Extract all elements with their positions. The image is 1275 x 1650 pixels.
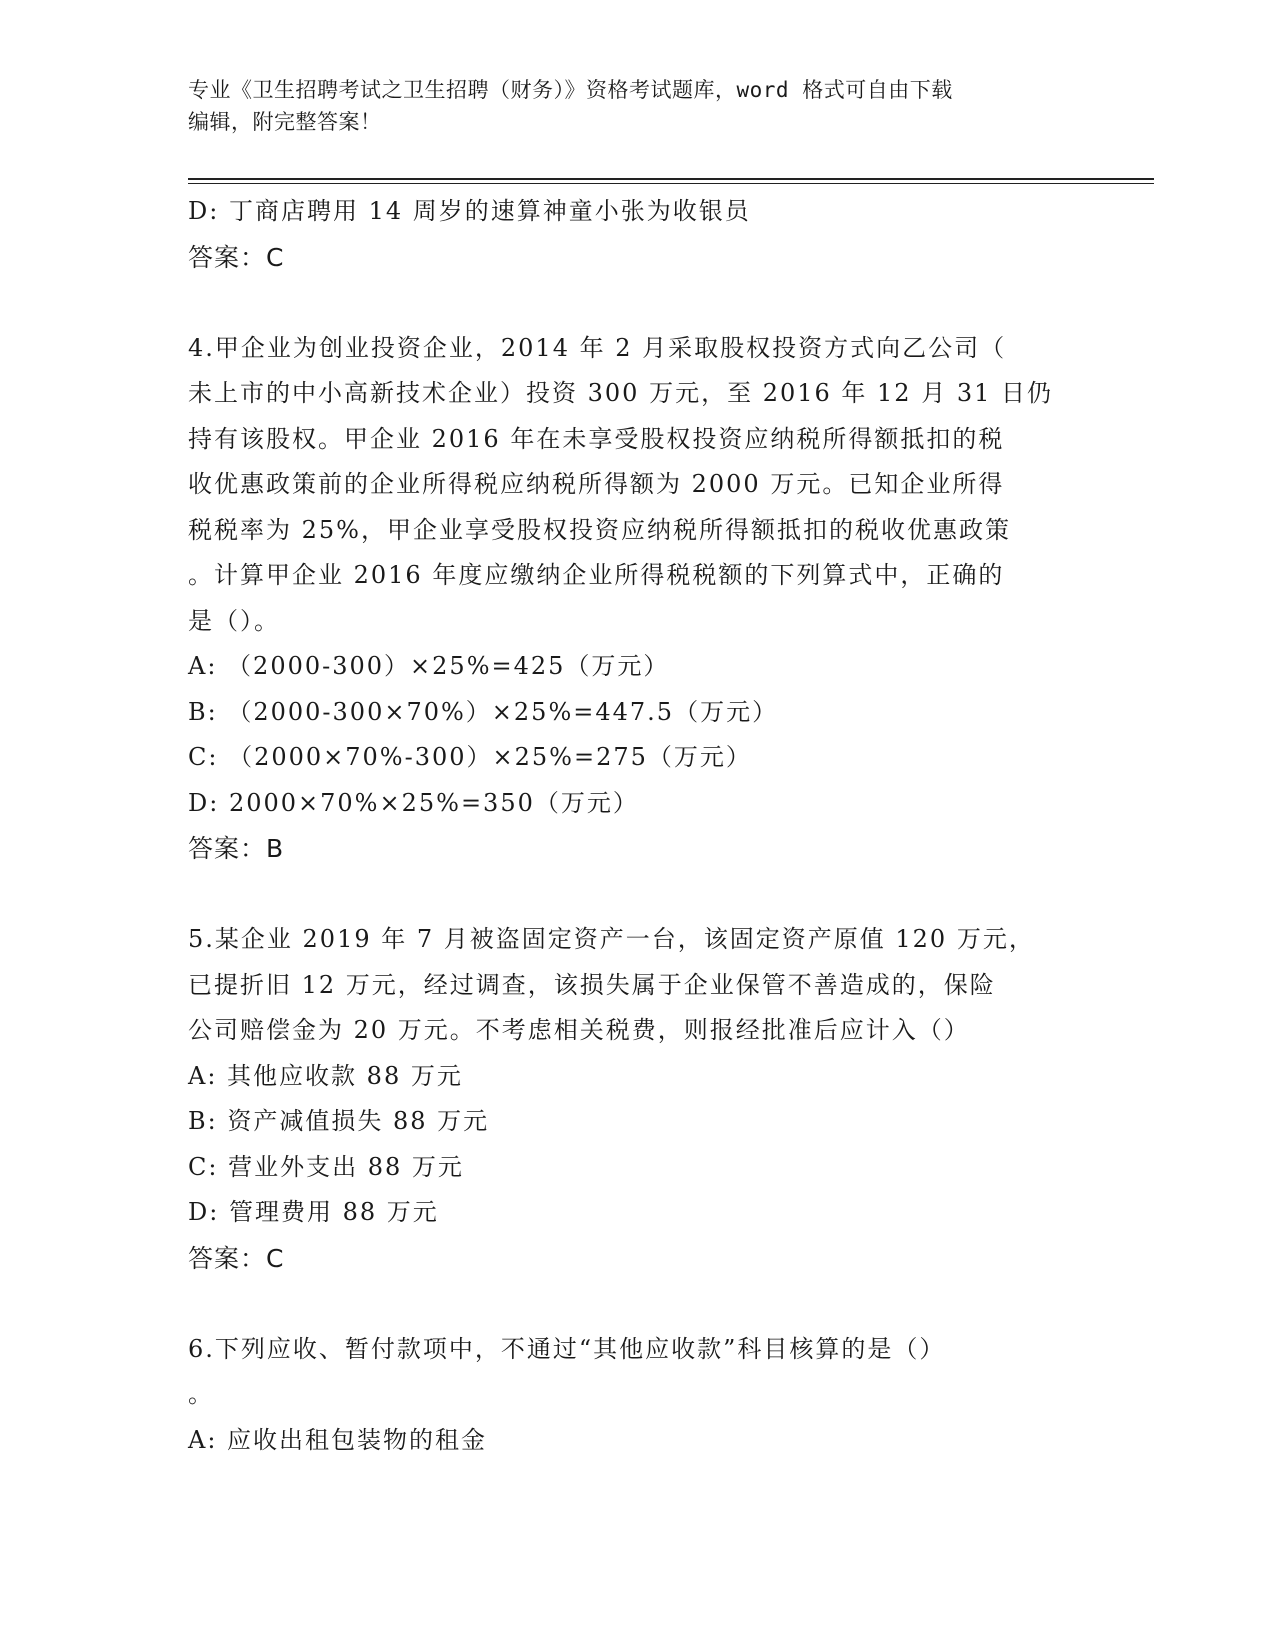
question-gap <box>188 1281 1088 1327</box>
q6-stem-line-2: 。 <box>188 1380 214 1408</box>
q4-stem-line-3: 持有该股权。甲企业 2016 年在未享受股权投资应纳税所得额抵扣的税 <box>188 424 1005 453</box>
question-6 <box>188 1327 1088 1464</box>
question-gap <box>188 872 1088 918</box>
q6-option-a: A: 应收出租包装物的租金 <box>188 1425 488 1454</box>
q4-option-d: D: 2000×70%×25%=350（万元） <box>188 788 639 817</box>
q4-stem-line-2: 未上市的中小高新技术企业）投资 300 万元，至 2016 年 12 月 31 日仍 <box>188 379 1053 407</box>
q4-answer: 答案：B <box>188 834 285 863</box>
q6-stem-line-1: 6.下列应收、暂付款项中，不通过“其他应收款”科目核算的是（） <box>188 1334 946 1363</box>
q3-answer: 答案：C <box>188 242 285 272</box>
q4-stem-line-7: 是（）。 <box>188 606 280 635</box>
question-4 <box>188 326 1088 872</box>
q4-option-b: B: （2000-300×70%）×25%=447.5（万元） <box>188 697 779 726</box>
q3-option-d: D: 丁商店聘用 14 周岁的速算神童小张为收银员 <box>188 197 751 225</box>
q5-option-c: C: 营业外支出 88 万元 <box>188 1152 464 1181</box>
q5-stem-line-1: 5.某企业 2019 年 7 月被盗固定资产一台，该固定资产原值 120 万元， <box>188 925 1035 953</box>
q4-option-a: A: （2000-300）×25%=425（万元） <box>188 652 670 680</box>
q4-stem-line-5: 税税率为 25%，甲企业享受股权投资应纳税所得额抵扣的税收优惠政策 <box>188 515 1011 544</box>
q4-option-c: C: （2000×70%-300）×25%=275（万元） <box>188 743 752 771</box>
q4-stem-line-1: 4.甲企业为创业投资企业，2014 年 2 月采取股权投资方式向乙公司（ <box>188 333 1007 362</box>
header-divider-thin <box>188 183 1154 184</box>
question-3 <box>188 189 1088 280</box>
q5-option-b: B: 资产减值损失 88 万元 <box>188 1107 490 1135</box>
q5-option-d: D: 管理费用 88 万元 <box>188 1198 439 1226</box>
q4-stem-line-4: 收优惠政策前的企业所得税应纳税所得额为 2000 万元。已知企业所得 <box>188 470 1005 498</box>
q5-answer: 答案：C <box>188 1243 285 1273</box>
question-5 <box>188 917 1088 1281</box>
q4-stem-line-6: 。计算甲企业 2016 年度应缴纳企业所得税税额的下列算式中，正确的 <box>188 561 1005 589</box>
q5-stem-line-2: 已提折旧 12 万元，经过调查，该损失属于企业保管不善造成的，保险 <box>188 970 996 999</box>
question-gap <box>188 280 1088 326</box>
q5-option-a: A: 其他应收款 88 万元 <box>188 1061 463 1090</box>
question-content <box>188 189 1088 1463</box>
header-line-1: 专业《卫生招聘考试之卫生招聘（财务）》资格考试题库，word 格式可自由下载 <box>188 78 953 102</box>
page-header <box>188 74 1068 138</box>
header-divider-thick <box>188 178 1154 180</box>
q5-stem-line-3: 公司赔偿金为 20 万元。不考虑相关税费，则报经批准后应计入（） <box>188 1016 970 1044</box>
header-line-2: 编辑，附完整答案！ <box>188 110 382 134</box>
